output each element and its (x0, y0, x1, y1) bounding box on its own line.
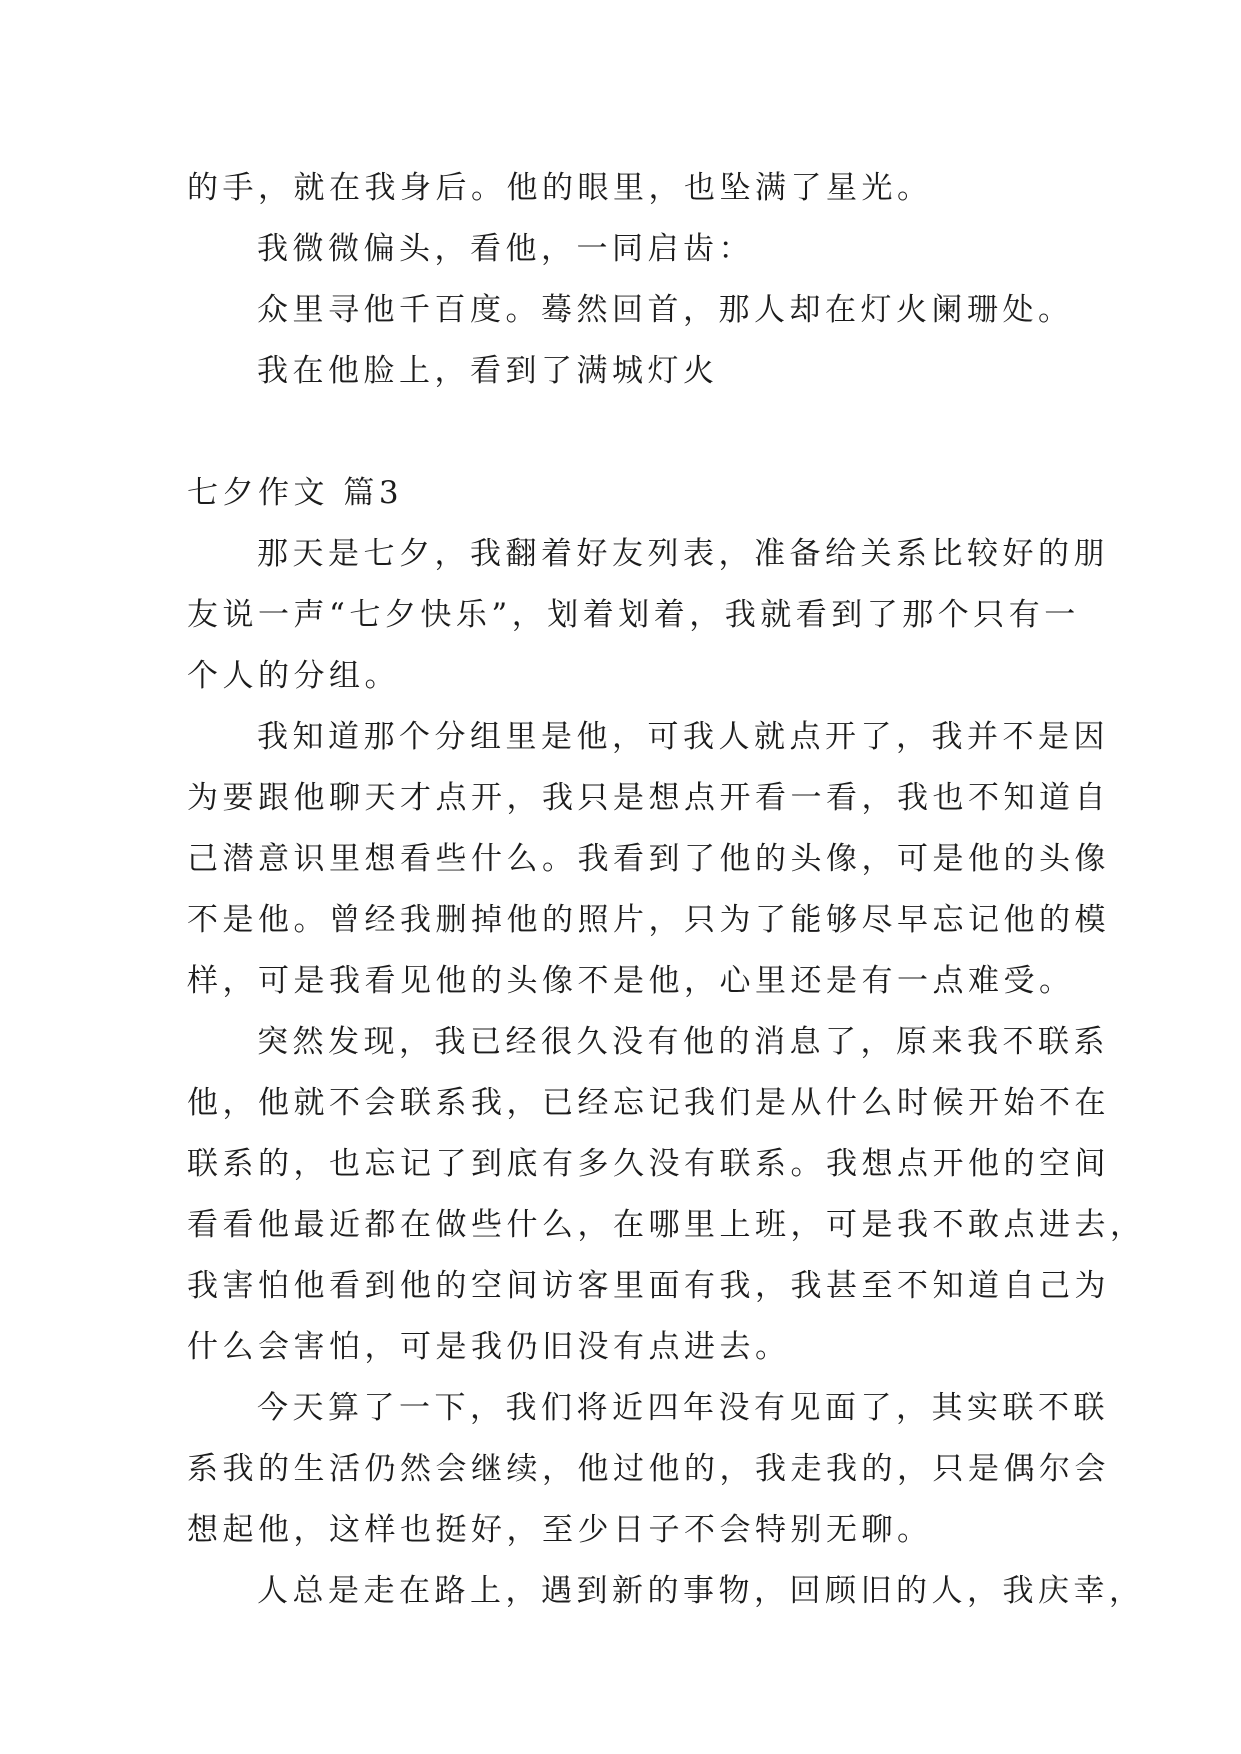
text-line: 我微微偏头，看他，一同启齿： (257, 231, 754, 267)
text-line: 人总是走在路上，遇到新的事物，回顾旧的人，我庆幸， (257, 1573, 1145, 1609)
paragraph (187, 707, 1110, 1012)
text-line: 联系的，也忘记了到底有多久没有联系。我想点开他的空间 (187, 1146, 1110, 1182)
text-line: 想起他，这样也挺好，至少日子不会特别无聊。 (187, 1512, 933, 1548)
text-line: 我害怕他看到他的空间访客里面有我，我甚至不知道自己为 (187, 1268, 1110, 1304)
document-body (187, 158, 1146, 1622)
text-line: 友说一声“七夕快乐”，划着划着，我就看到了那个只有一 (187, 597, 1080, 633)
text-line: 什么会害怕，可是我仍旧没有点进去。 (187, 1329, 791, 1365)
section-title: 七夕作文 篇3 (187, 475, 404, 511)
paragraph (187, 1378, 1110, 1561)
paragraph (187, 524, 1109, 707)
text-line: 样，可是我看见他的头像不是他，心里还是有一点难受。 (187, 963, 1075, 999)
text-line: 系我的生活仍然会继续，他过他的，我走我的，只是偶尔会 (187, 1451, 1110, 1487)
paragraph (187, 1561, 1145, 1622)
text-line: 我知道那个分组里是他，可我人就点开了，我并不是因 (257, 719, 1109, 755)
paragraph (187, 1012, 1146, 1378)
text-line: 己潜意识里想看些什么。我看到了他的头像，可是他的头像 (187, 841, 1110, 877)
text-line: 突然发现，我已经很久没有他的消息了，原来我不联系 (257, 1024, 1109, 1060)
text-line: 那天是七夕，我翻着好友列表，准备给关系比较好的朋 (257, 536, 1109, 572)
text-line: 不是他。曾经我删掉他的照片，只为了能够尽早忘记他的模 (187, 902, 1110, 938)
text-line: 个人的分组。 (187, 658, 400, 694)
text-line: 今天算了一下，我们将近四年没有见面了，其实联不联 (257, 1390, 1109, 1426)
section-gap (187, 402, 1057, 463)
text-line: 他，他就不会联系我，已经忘记我们是从什么时候开始不在 (187, 1085, 1110, 1121)
text-line: 众里寻他千百度。蓦然回首，那人却在灯火阑珊处。 (257, 292, 1074, 328)
text-line: 我在他脸上，看到了满城灯火 (257, 353, 719, 389)
text-line: 看看他最近都在做些什么，在哪里上班，可是我不敢点进去， (187, 1207, 1146, 1243)
text-line: 为要跟他聊天才点开，我只是想点开看一看，我也不知道自 (187, 780, 1110, 816)
text-line: 的手，就在我身后。他的眼里，也坠满了星光。 (187, 170, 933, 206)
